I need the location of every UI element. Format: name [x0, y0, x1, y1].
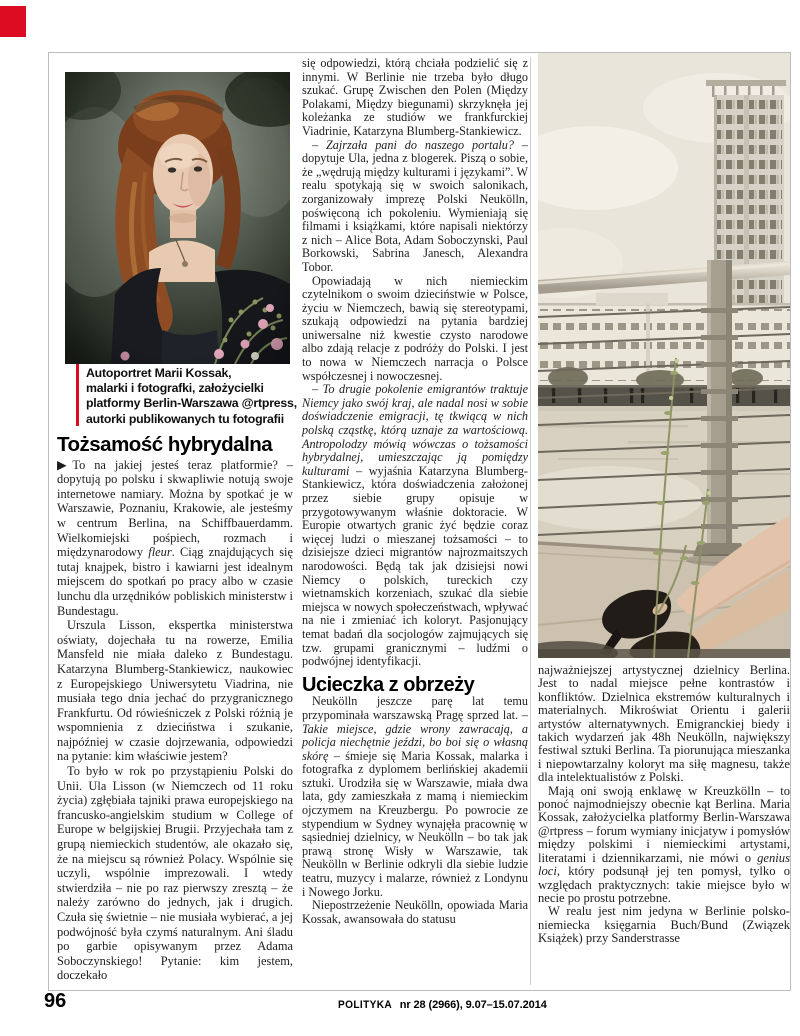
footer-issue-info: nr 28 (2966), 9.07–15.07.2014	[396, 999, 547, 1011]
caption-line: autorki publikowanych tu fotografii	[86, 411, 284, 426]
column-rule	[530, 57, 531, 985]
page-number: 96	[44, 990, 67, 1012]
article-paragraph: W realu jest nim jedyna w Berlinie polsko-niemiecka księgarnia Buch/Bund (Związek Książek) przy Sanderstrasse	[538, 904, 790, 946]
photo-caption	[86, 366, 298, 427]
article-column-left	[57, 433, 293, 983]
article-column-middle	[302, 57, 528, 926]
footer-brand: POLITYKA	[338, 999, 393, 1011]
article-paragraph: Urszula Lisson, ekspertka ministerstwa oświaty, dojechała tu na rowerze, Emilia Mansfeld nie miała daleko z Bundestagu. Katarzyna Blumberg-Stankiewicz, naukowiec z Europejskiego Uniwersytetu Viadrina, nie musiała tego dnia jechać do przygranicznego Frankfurtu. Od rówieśniczek z Polski różnią je wspomnienia z dzieciństwa i szukanie, najpóźniej w czasie dojrzewania, odpowiedzi na pytanie: kim właściwie jestem?	[57, 618, 293, 764]
article-paragraph: Mają oni swoją enklawę w Kreuzkölln – to ponoć najmodniejszy obecnie kąt Berlina. Maria Kossak, założycielka platformy Berlin-Warszawa @rtpress – forum wymiany inicjatyw i pomysłów między polskimi i niemieckimi artystami, literatami i dziennikarzami, nie mówi o genius loci, który podsunął jej ten pomysł, tylko o względach praktycznych: takie miejsce było w necie po prostu potrzebne.	[538, 783, 790, 905]
section-heading: Tożsamość hybrydalna	[57, 433, 273, 456]
article-paragraph: się odpowiedzi, którą chciała podzielić się z innymi. W Berlinie nie trzeba było długo szukać. Grupę Zwischen den Polen (Między Polakami, Między biegunami) skrzyknęła jej koleżanka ze studiów we frankfurckiej Viadrinie, Katarzyna Blumberg-Stankiewicz.	[302, 56, 528, 138]
caption-line: platformy Berlin-Warszawa @rtpress,	[86, 396, 297, 411]
section-heading: Ucieczka z obrzeży	[302, 673, 475, 696]
article-paragraph: To było w rok po przystąpieniu Polski do Unii. Ula Lisson (w Niemczech od 11 roku życia) zgłębiała tajniki prawa europejskiego na francusko-angielskim studium w College of Europe w belgijskiej Brugii. Przyjechała tam z grupą niemieckich studentów, ale okazało się, że na miejscu są również Polacy. Wspólnie się uczyli, wspólnie imprezowali. I wtedy stwierdziła – nie po raz pierwszy zresztą – że należy zarówno do jednych, jak i drugich. Czuła się świetnie – nie musiała wybierać, a jej podwójność była czymś naturalnym. Ani śladu po garbie opisywanym przez Adama Soboczynskiego! Pytanie: kim jestem, doczekało	[57, 764, 293, 983]
article-column-right	[538, 664, 790, 946]
portrait-photo	[65, 72, 290, 364]
section-red-tab	[0, 6, 26, 37]
caption-line: malarki i fotografki, założycielki	[86, 381, 264, 396]
article-paragraph: ▶To na jakiej jesteś teraz platformie? – dopytują po polsku i skwapliwie notują swoje internetowe namiary. Można by spotkać je w Warszawie, Poznaniu, Krakowie, ale jesteśmy w centrum Berlina, na Schiffbauerdamm. Wielkomiejski pośpiech, rozmach i międzynarodowy fleur. Ciąg znajdujących się tutaj knajpek, bistro i kawiarni jest idealnym miejscem do spotkań po pracy albo w czasie lunchu dla urzędników pobliskich ministerstw i Bundestagu.	[57, 457, 293, 618]
city-photo-illustration	[538, 53, 790, 658]
caption-accent-bar	[76, 364, 79, 426]
article-paragraph: – To drugie pokolenie emigrantów traktuje Niemcy jako swój kraj, ale nadal nosi w sobie doświadczenie emigracji, tę tkwiącą w nich polską cząstkę, którą uznaje za wartościową. Antropolodzy mówią wówczas o tożsamości hybrydalnej, umieszczając ją pomiędzy kulturami – wyjaśnia Katarzyna Blumberg-Stankiewicz, która doświadczenia założonej przez siebie grupy opisuje w przygotowywanym właśnie doktoracie. W Europie otwartych granic żyć będzie coraz więcej ludzi o mieszanej tożsamości – to dzisiejsze dzieci migrantów najrozmaitszych narodowości. Będą tak jak dzisiejsi nowi Niemcy o polskich, tureckich czy wietnamskich korzeniach, szukać dla siebie miejsca w nowych społeczeństwach, wpływać na nie i zmieniać ich koloryt. Pasjonujący temat badań dla socjologów zajmujących się tzw. grupami granicznymi – ludźmi o podwójnej identyfikacji.	[302, 382, 528, 669]
article-paragraph: Opowiadają w nich niemieckim czytelnikom o swoim dzieciństwie w Polsce, życiu w Niemczech, bawią się stereotypami, szukają odpowiedzi na pytania bardziej uniwersalne niż kwestie czysto narodowe albo zdają relacje z podróży do Polski. I jest to nowa w Niemczech narracja o Polsce współczesnej i nowoczesnej.	[302, 273, 528, 383]
footer	[338, 999, 547, 1011]
article-paragraph: najważniejszej artystycznej dzielnicy Berlina. Jest to nadal miejsce pełne kontrastów i konfliktów. Dzielnica ekstremów kulturalnych i materialnych. Mikroświat Orientu i galerii artystów alternatywnych. Emigranckiej biedy i takich wydarzeń jak 48h Neukölln, największy festiwal sztuki Berlina. Ta piorunująca mieszanka i niepowtarzalny koloryt ma siłę magnesu, także dla intelektualistów z Polski.	[538, 663, 790, 785]
article-paragraph: – Zajrzała pani do naszego portalu? – dopytuje Ula, jedna z blogerek. Piszą o sobie, że „wędrują między kulturami i językami”. W realu spotykają się w swoich salonikach, zorganizowały imprezę Polski Neukölln, poświęconą ich pokoleniu. Wymieniają się filmami i książkami, które napisali niektórzy z nich – Alice Bota, Adam Soboczynski, Paul Borkowski, Sabrina Janesch, Alexandra Tobor.	[302, 137, 528, 274]
caption-line: Autoportret Marii Kossak,	[86, 366, 232, 380]
portrait-photo-illustration	[65, 72, 290, 364]
article-paragraph: Neukölln jeszcze parę lat temu przypominała warszawską Pragę sprzed lat. – Takie miejsce, gdzie wrony zawracają, a policja niechętnie jeździ, bo boi się o własną skórę – śmieje się Maria Kossak, malarka i fotografka z dyplomem berlińskiej akademii sztuki. Urodziła się w Warszawie, miała dwa lata, gdy zamieszkała z mamą i niemieckim ojczymem na Kreuzbergu. Po powrocie ze stypendium w Sydney wynajęła pracownię w sąsiedniej dzielnicy, w Neukölln – bo tak jak prawą stronę Wisły w Warszawie, tak Neukölln w Berlinie odkryli dla siebie ludzie teatru, muzycy i malarze, również z Londynu i Nowego Jorku.	[302, 694, 528, 899]
article-paragraph: Niepostrzeżenie Neukölln, opowiada Maria Kossak, awansowała do statusu	[302, 898, 528, 926]
city-photo	[538, 53, 790, 658]
